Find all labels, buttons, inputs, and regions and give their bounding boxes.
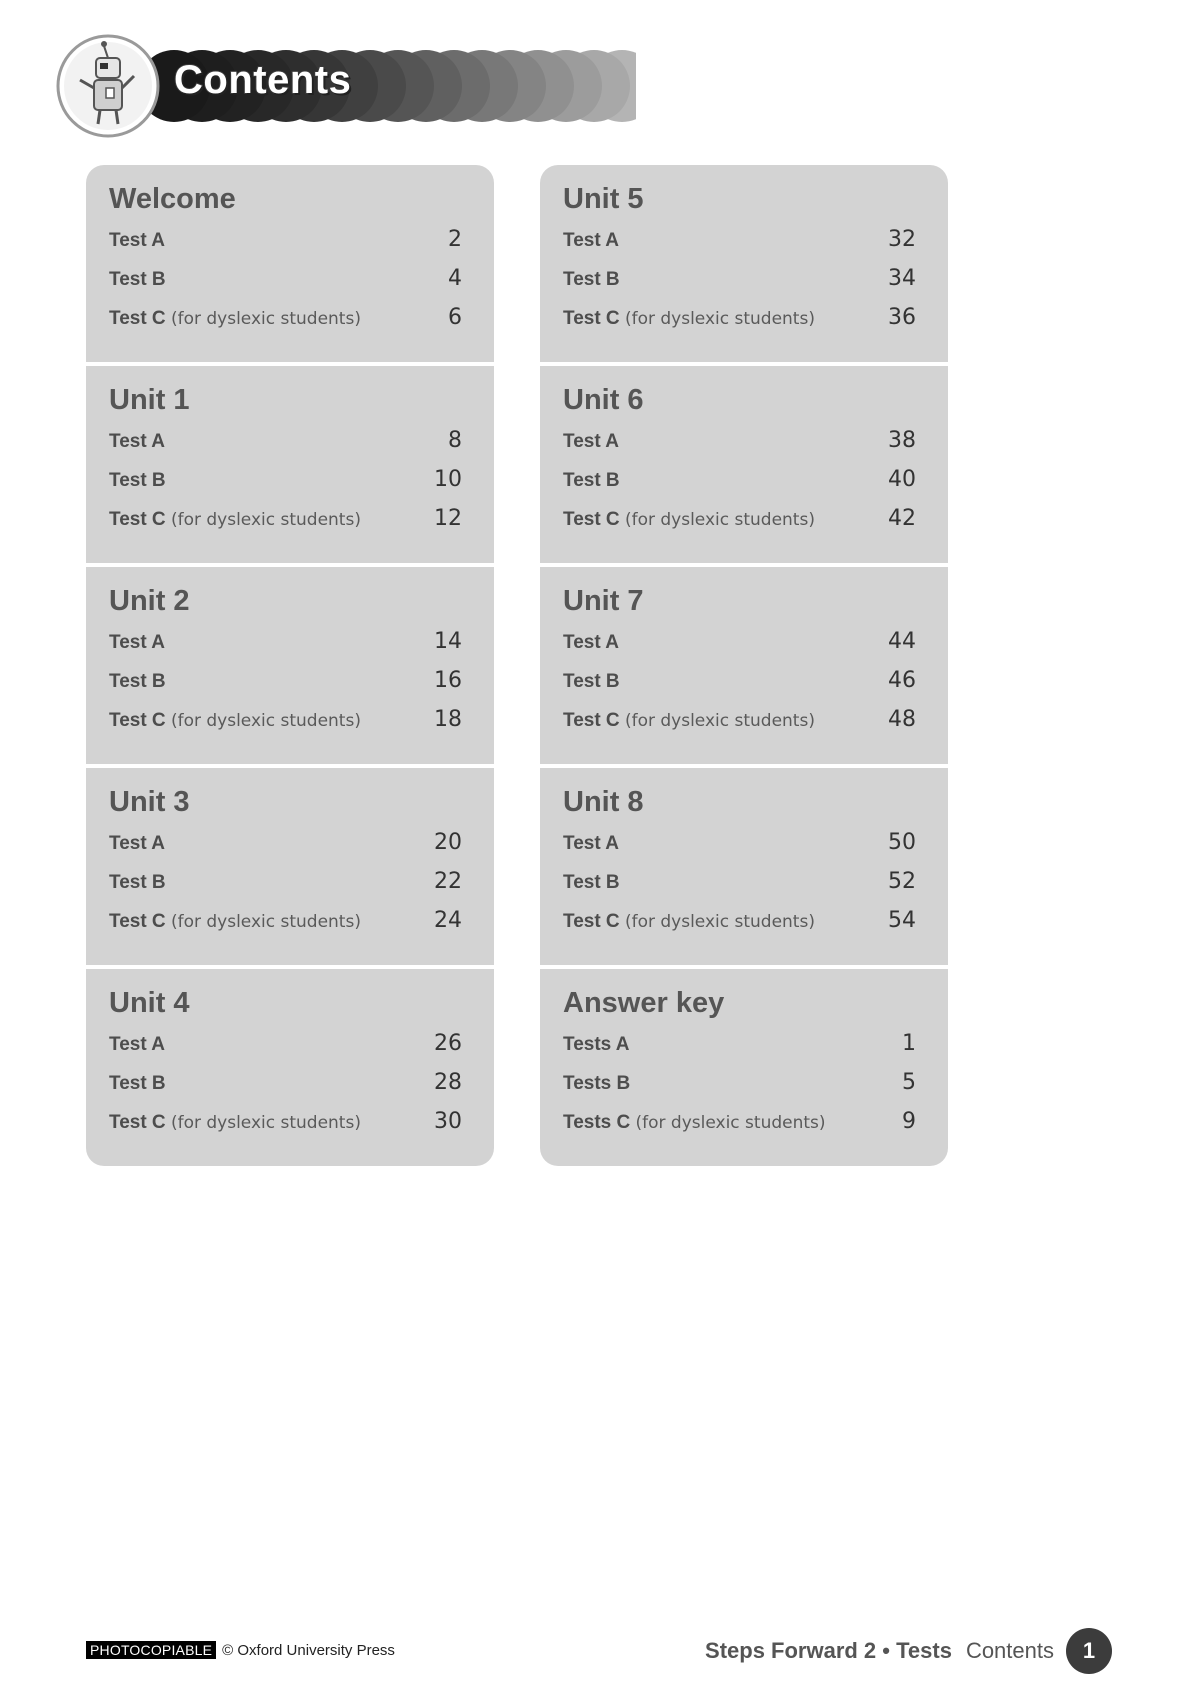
entry-page-number: 24: [434, 908, 462, 933]
entry-test-name: Tests B: [563, 1073, 631, 1094]
footer-page-info: [705, 1628, 1112, 1674]
entry-test-name: Test C: [563, 710, 620, 731]
entry-label: [563, 1034, 630, 1056]
contents-entry: [563, 1109, 916, 1148]
entry-label: [109, 509, 361, 531]
contents-entry: [109, 707, 462, 746]
robot-mascot-icon: [58, 36, 158, 136]
entry-page-number: 42: [888, 506, 916, 531]
photocopiable-label: PHOTOCOPIABLE: [86, 1641, 216, 1659]
contents-section: [540, 165, 948, 362]
contents-entry: [109, 227, 462, 266]
entry-label: [563, 308, 815, 330]
entry-page-number: 44: [888, 629, 916, 654]
section-title: Unit 5: [563, 183, 644, 215]
entry-label: [109, 833, 165, 855]
entry-page-number: 18: [434, 707, 462, 732]
entry-test-name: Test C: [109, 1112, 166, 1133]
entry-note: (for dyslexic students): [624, 309, 815, 329]
entry-label: [563, 632, 619, 654]
entry-page-number: 10: [434, 467, 462, 492]
entry-page-number: 54: [888, 908, 916, 933]
entry-page-number: 8: [448, 428, 462, 453]
entry-test-name: Test B: [563, 872, 620, 893]
contents-entry: [109, 1109, 462, 1148]
contents-header: [56, 32, 636, 140]
entry-label: [563, 1112, 826, 1134]
entry-test-name: Test A: [563, 431, 619, 452]
entry-page-number: 36: [888, 305, 916, 330]
entry-label: [563, 710, 815, 732]
contents-column-left: [86, 165, 494, 1166]
section-title: Unit 7: [563, 585, 644, 617]
contents-entry: [563, 707, 916, 746]
entry-page-number: 28: [434, 1070, 462, 1095]
entry-label: [109, 1112, 361, 1134]
entry-label: [563, 269, 620, 291]
section-title: Unit 3: [109, 786, 190, 818]
section-title: Unit 6: [563, 384, 644, 416]
entry-test-name: Test C: [563, 911, 620, 932]
entry-page-number: 5: [902, 1070, 916, 1095]
contents-entry: [563, 266, 916, 305]
entry-label: [109, 1034, 165, 1056]
entry-note: (for dyslexic students): [170, 309, 361, 329]
entry-test-name: Test C: [109, 509, 166, 530]
contents-entry: [109, 869, 462, 908]
contents-entry: [109, 908, 462, 947]
entry-test-name: Test A: [109, 431, 165, 452]
entry-page-number: 1: [902, 1031, 916, 1056]
entry-label: [563, 872, 620, 894]
section-title: Unit 2: [109, 585, 190, 617]
contents-entry: [109, 1031, 462, 1070]
entry-page-number: 52: [888, 869, 916, 894]
entry-label: [563, 911, 815, 933]
entry-test-name: Test C: [109, 911, 166, 932]
entry-label: [109, 431, 165, 453]
entry-test-name: Test B: [109, 470, 166, 491]
entry-page-number: 16: [434, 668, 462, 693]
entry-label: [109, 872, 166, 894]
entry-test-name: Test B: [563, 671, 620, 692]
section-name: Contents: [965, 1638, 1054, 1663]
entry-test-name: Test A: [109, 1034, 165, 1055]
entry-label: [563, 833, 619, 855]
entry-page-number: 30: [434, 1109, 462, 1134]
contents-entry: [109, 629, 462, 668]
entry-note: (for dyslexic students): [624, 711, 815, 731]
contents-section: [86, 969, 494, 1166]
contents-entry: [563, 305, 916, 344]
contents-entry: [109, 1070, 462, 1109]
contents-entry: [109, 428, 462, 467]
entry-test-name: Tests A: [563, 1034, 630, 1055]
entry-test-name: Test A: [563, 632, 619, 653]
footer-copyright: [86, 1641, 395, 1659]
section-title: Answer key: [563, 987, 725, 1019]
entry-page-number: 26: [434, 1031, 462, 1056]
entry-label: [563, 230, 619, 252]
entry-test-name: Test B: [109, 671, 166, 692]
entry-note: (for dyslexic students): [170, 1113, 361, 1133]
contents-section: [86, 366, 494, 563]
contents-entry: [563, 668, 916, 707]
entry-note: (for dyslexic students): [170, 711, 361, 731]
book-title: Steps Forward 2 • Tests: [705, 1638, 952, 1663]
copyright-text: © Oxford University Press: [222, 1641, 395, 1659]
contents-entry: [563, 1070, 916, 1109]
entry-page-number: 38: [888, 428, 916, 453]
section-title: Unit 8: [563, 786, 644, 818]
entry-test-name: Test A: [109, 833, 165, 854]
contents-entry: [563, 869, 916, 908]
contents-entry: [563, 227, 916, 266]
entry-label: [563, 1073, 630, 1095]
entry-page-number: 6: [448, 305, 462, 330]
contents-section: [540, 366, 948, 563]
entry-page-number: 22: [434, 869, 462, 894]
entry-test-name: Test A: [563, 230, 619, 251]
entry-test-name: Test B: [563, 470, 620, 491]
contents-entry: [563, 830, 916, 869]
entry-label: [109, 710, 361, 732]
contents-section: [86, 768, 494, 965]
contents-section: [540, 567, 948, 764]
entry-test-name: Test A: [109, 230, 165, 251]
entry-label: [563, 470, 620, 492]
entry-note: (for dyslexic students): [170, 510, 361, 530]
contents-section: [540, 969, 948, 1166]
entry-note: (for dyslexic students): [624, 510, 815, 530]
entry-page-number: 2: [448, 227, 462, 252]
entry-label: [109, 308, 361, 330]
entry-page-number: 9: [902, 1109, 916, 1134]
contents-entry: [109, 668, 462, 707]
contents-entry: [109, 467, 462, 506]
entry-page-number: 50: [888, 830, 916, 855]
entry-page-number: 14: [434, 629, 462, 654]
entry-test-name: Test A: [109, 632, 165, 653]
entry-test-name: Test C: [109, 308, 166, 329]
contents-entry: [563, 467, 916, 506]
entry-label: [109, 671, 166, 693]
section-title: Unit 4: [109, 987, 190, 1019]
entry-page-number: 4: [448, 266, 462, 291]
contents-section: [86, 567, 494, 764]
section-title: Unit 1: [109, 384, 190, 416]
entry-page-number: 34: [888, 266, 916, 291]
entry-test-name: Test B: [109, 269, 166, 290]
contents-entry: [563, 506, 916, 545]
contents-entry: [109, 830, 462, 869]
entry-label: [109, 269, 166, 291]
contents-entry: [563, 1031, 916, 1070]
entry-test-name: Test B: [109, 1073, 166, 1094]
entry-note: (for dyslexic students): [624, 912, 815, 932]
entry-note: (for dyslexic students): [170, 912, 361, 932]
entry-test-name: Test B: [563, 269, 620, 290]
entry-page-number: 40: [888, 467, 916, 492]
entry-test-name: Test C: [563, 308, 620, 329]
entry-test-name: Test C: [109, 710, 166, 731]
entry-page-number: 32: [888, 227, 916, 252]
entry-label: [109, 911, 361, 933]
page-title: Contents: [174, 58, 352, 102]
contents-section: [86, 165, 494, 362]
section-title: Welcome: [109, 183, 236, 215]
contents-entry: [109, 506, 462, 545]
entry-test-name: Tests C: [563, 1112, 631, 1133]
contents-entry: [563, 629, 916, 668]
entry-page-number: 20: [434, 830, 462, 855]
contents-entry: [563, 908, 916, 947]
entry-label: [109, 632, 165, 654]
entry-label: [109, 470, 166, 492]
contents-section: [540, 768, 948, 965]
page-number: 1: [1066, 1628, 1112, 1674]
entry-note: (for dyslexic students): [635, 1113, 826, 1133]
entry-test-name: Test C: [563, 509, 620, 530]
entry-page-number: 12: [434, 506, 462, 531]
entry-label: [109, 1073, 166, 1095]
contents-column-right: [540, 165, 948, 1166]
entry-label: [563, 431, 619, 453]
contents-entry: [109, 266, 462, 305]
entry-label: [563, 509, 815, 531]
contents-entry: [109, 305, 462, 344]
entry-test-name: Test B: [109, 872, 166, 893]
entry-label: [563, 671, 620, 693]
entry-label: [109, 230, 165, 252]
contents-entry: [563, 428, 916, 467]
entry-page-number: 46: [888, 668, 916, 693]
entry-test-name: Test A: [563, 833, 619, 854]
entry-page-number: 48: [888, 707, 916, 732]
